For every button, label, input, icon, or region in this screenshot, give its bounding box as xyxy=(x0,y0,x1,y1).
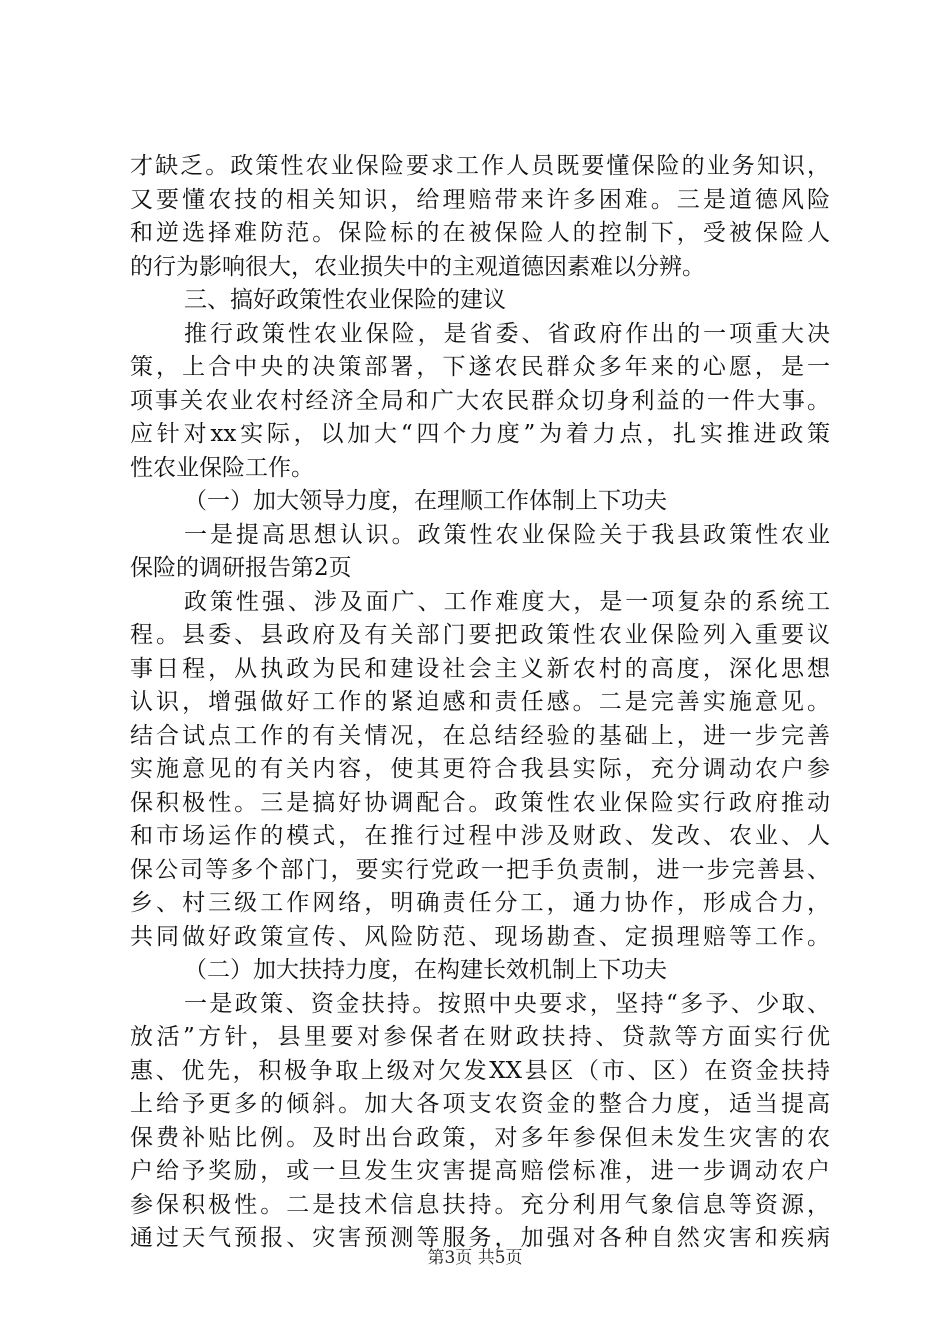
text-line: （二）加大扶持力度，在构建长效机制上下功夫 xyxy=(184,957,667,983)
text-line: 惠、优先，积极争取上级对欠发XX县区（市、区）在资金扶持 xyxy=(130,1057,830,1084)
text-line: 的行为影响很大，农业损失中的主观道德因素难以分辨。 xyxy=(130,253,705,280)
text-line: 才缺乏。政策性农业保险要求工作人员既要懂保险的业务知识， xyxy=(130,153,830,179)
text-line: 保费补贴比例。及时出台政策，对多年参保但未发生灾害的农 xyxy=(130,1124,830,1151)
text-line: 户给予奖励，或一旦发生灾害提高赔偿标准，进一步调动农户 xyxy=(130,1158,830,1184)
text-line: 保险的调研报告第2页 xyxy=(130,555,352,581)
text-line: 保公司等多个部门，要实行党政一把手负责制，进一步完善县、 xyxy=(130,856,830,883)
text-line: 结合试点工作的有关情况，在总结经验的基础上，进一步完善 xyxy=(130,722,830,749)
text-line: 政策性强、涉及面广、工作难度大，是一项复杂的系统工 xyxy=(184,588,830,615)
text-line: 一是提高思想认识。政策性农业保险关于我县政策性农业 xyxy=(184,521,830,548)
text-line: 认识，增强做好工作的紧迫感和责任感。二是完善实施意见。 xyxy=(130,689,830,715)
text-line: 参保积极性。二是技术信息扶持。充分利用气象信息等资源， xyxy=(130,1191,830,1218)
text-line: 性农业保险工作。 xyxy=(130,454,314,481)
text-line: 放活”方针，县里要对参保者在财政扶持、贷款等方面实行优 xyxy=(130,1024,830,1050)
text-line: 一是政策、资金扶持。按照中央要求，坚持“多予、少取、 xyxy=(184,990,830,1017)
text-line: 项事关农业农村经济全局和广大农民群众切身利益的一件大事。 xyxy=(130,387,830,414)
text-line: 三、搞好政策性农业保险的建议 xyxy=(184,287,506,313)
text-line: 和市场运作的模式，在推行过程中涉及财政、发改、农业、人 xyxy=(130,823,830,849)
page-footer: 第3页 共5页 xyxy=(427,1248,523,1268)
text-line: 事日程，从执政为民和建设社会主义新农村的高度，深化思想 xyxy=(130,655,830,682)
text-line: 共同做好政策宣传、风险防范、现场勘查、定损理赔等工作。 xyxy=(130,923,830,950)
text-line: 实施意见的有关内容，使其更符合我县实际，充分调动农户参 xyxy=(130,756,830,782)
text-line: 通过天气预报、灾害预测等服务，加强对各种自然灾害和疾病 xyxy=(130,1225,830,1251)
text-line: 策，上合中央的决策部署，下遂农民群众多年来的心愿，是一 xyxy=(130,354,830,380)
text-line: 和逆选择难防范。保险标的在被保险人的控制下，受被保险人 xyxy=(130,220,830,246)
text-line: 程。县委、县政府及有关部门要把政策性农业保险列入重要议 xyxy=(130,622,830,648)
text-line: 推行政策性农业保险，是省委、省政府作出的一项重大决 xyxy=(184,320,830,347)
text-line: 应针对xx实际，以加大“四个力度”为着力点，扎实推进政策 xyxy=(130,421,830,447)
text-line: 上给予更多的倾斜。加大各项支农资金的整合力度，适当提高 xyxy=(130,1091,830,1117)
document-body xyxy=(130,150,830,1256)
text-line: 乡、村三级工作网络，明确责任分工，通力协作，形成合力， xyxy=(130,890,830,916)
text-line: 又要懂农技的相关知识，给理赔带来许多困难。三是道德风险 xyxy=(130,186,830,213)
text-line: 保积极性。三是搞好协调配合。政策性农业保险实行政府推动 xyxy=(130,789,830,816)
text-line: （一）加大领导力度，在理顺工作体制上下功夫 xyxy=(184,488,667,514)
